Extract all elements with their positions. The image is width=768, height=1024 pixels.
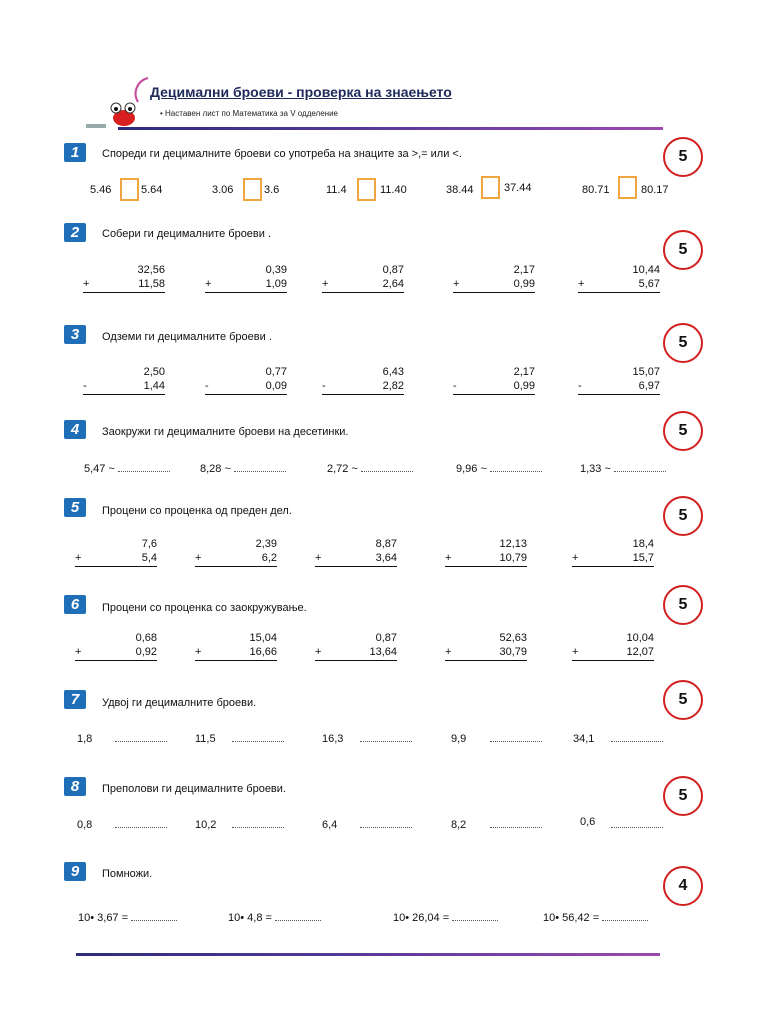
- operator: +: [572, 552, 579, 564]
- answer-blank[interactable]: [234, 471, 286, 472]
- compare-right: 3.6: [264, 184, 280, 196]
- multiply-expr: 10• 26,04 =: [393, 912, 450, 924]
- addend-bottom: 5,4: [141, 552, 157, 564]
- addend-bottom-row: [315, 645, 397, 661]
- multiply-item: [228, 912, 321, 924]
- task-number-4: 4: [64, 420, 86, 439]
- estimate-column: [195, 631, 277, 661]
- addend-bottom: 0,99: [513, 278, 535, 290]
- addend-bottom-row: [322, 277, 404, 293]
- addend-top: 32,56: [137, 264, 165, 276]
- halve-value: 10,2: [195, 819, 217, 831]
- score-circle-7: 5: [663, 680, 703, 720]
- double-item: [77, 733, 92, 745]
- task-number-6: 6: [64, 595, 86, 614]
- addend-bottom: 3,64: [375, 552, 397, 564]
- subtraction-column: [453, 365, 535, 395]
- subtrahend-row: [453, 379, 535, 395]
- halve-value: 6,4: [322, 819, 338, 831]
- addend-bottom-row: [445, 645, 527, 661]
- minuend: 6,43: [382, 366, 404, 378]
- rounding-item: [580, 463, 666, 475]
- subtrahend-row: [322, 379, 404, 395]
- task-instruction-8: Преполови ги децималните броеви.: [102, 783, 286, 795]
- addend-bottom: 13,64: [369, 646, 397, 658]
- addend-bottom-row: [572, 551, 654, 567]
- addend-top: 0,39: [265, 264, 287, 276]
- operator: +: [453, 278, 460, 290]
- addend-bottom: 5,67: [638, 278, 660, 290]
- compare-right: 5.64: [141, 184, 163, 196]
- addend-top: 18,4: [632, 538, 654, 550]
- rounding-expr: 2,72 ~: [327, 463, 358, 475]
- multiply-item: [78, 912, 177, 924]
- addend-top: 2,17: [513, 264, 535, 276]
- answer-blank[interactable]: [611, 819, 663, 831]
- halve-item: [322, 819, 337, 831]
- compare-answer-box[interactable]: [357, 178, 376, 201]
- minuend: 2,50: [143, 366, 165, 378]
- subtrahend-row: [205, 379, 287, 395]
- addend-bottom-row: [578, 277, 660, 293]
- page-subtitle: • Наставен лист по Математика за V одделение: [160, 109, 338, 118]
- double-value: 11,5: [195, 733, 216, 745]
- answer-blank[interactable]: [490, 819, 542, 831]
- compare-answer-box[interactable]: [120, 178, 139, 201]
- addend-bottom: 15,7: [632, 552, 654, 564]
- answer-blank[interactable]: [361, 471, 413, 472]
- answer-blank[interactable]: [131, 920, 177, 921]
- addition-column: [578, 263, 660, 293]
- double-item: [451, 733, 466, 745]
- subtrahend: 0,99: [513, 380, 535, 392]
- score-circle-1: 5: [663, 137, 703, 177]
- operator: +: [572, 646, 579, 658]
- operator: +: [195, 646, 202, 658]
- compare-right: 11.40: [380, 184, 407, 196]
- addend-top: 0,68: [135, 632, 157, 644]
- task-number-7: 7: [64, 690, 86, 709]
- addend-bottom: 11,58: [138, 278, 165, 290]
- addend-bottom-row: [572, 645, 654, 661]
- addend-bottom: 0,92: [135, 646, 157, 658]
- addend-bottom: 16,66: [249, 646, 277, 658]
- double-value: 1,8: [77, 733, 93, 745]
- footer-divider: [76, 953, 660, 956]
- estimate-column: [445, 537, 527, 567]
- rounding-expr: 5,47 ~: [84, 463, 115, 475]
- addend-top: 10,04: [626, 632, 654, 644]
- operator: -: [83, 380, 87, 392]
- task-instruction-3: Одземи ги децималните броеви .: [102, 331, 272, 343]
- header-logo: [84, 72, 154, 134]
- rounding-expr: 9,96 ~: [456, 463, 487, 475]
- minuend: 0,77: [265, 366, 287, 378]
- operator: -: [205, 380, 209, 392]
- answer-blank[interactable]: [490, 471, 542, 472]
- operator: +: [75, 646, 82, 658]
- operator: +: [195, 552, 202, 564]
- score-circle-4: 5: [663, 411, 703, 451]
- operator: +: [445, 552, 452, 564]
- minuend: 2,17: [513, 366, 535, 378]
- halve-item: [77, 819, 92, 831]
- operator: +: [83, 278, 90, 290]
- answer-blank[interactable]: [232, 819, 284, 831]
- addend-top: 2,39: [255, 538, 277, 550]
- compare-answer-box[interactable]: [243, 178, 262, 201]
- task-number-5: 5: [64, 498, 86, 517]
- subtrahend-row: [578, 379, 660, 395]
- score-circle-5: 5: [663, 496, 703, 536]
- task-number-8: 8: [64, 777, 86, 796]
- task-instruction-4: Заокружи ги децималните броеви на десетинки.: [102, 426, 349, 438]
- compare-answer-box[interactable]: [481, 176, 500, 199]
- estimate-column: [75, 537, 157, 567]
- rounding-item: [84, 463, 170, 475]
- addition-column: [205, 263, 287, 293]
- halve-value: 0,6: [580, 816, 596, 828]
- answer-blank[interactable]: [602, 920, 648, 921]
- compare-right: 37.44: [504, 182, 532, 194]
- addition-column: [453, 263, 535, 293]
- task-instruction-2: Собери ги децималните броеви .: [102, 228, 272, 240]
- addend-bottom-row: [445, 551, 527, 567]
- addition-column: [322, 263, 404, 293]
- addend-bottom-row: [83, 277, 165, 293]
- halve-item: [195, 819, 216, 831]
- task-instruction-9: Помножи.: [102, 868, 153, 880]
- addend-bottom: 30,79: [499, 646, 527, 658]
- estimate-column: [572, 631, 654, 661]
- answer-blank[interactable]: [118, 471, 170, 472]
- compare-left: 11.4: [326, 184, 347, 196]
- subtraction-column: [322, 365, 404, 395]
- header-divider: [118, 127, 663, 130]
- operator: +: [578, 278, 585, 290]
- task-instruction-5: Процени со проценка од преден дел.: [102, 505, 292, 517]
- score-circle-3: 5: [663, 323, 703, 363]
- multiply-expr: 10• 56,42 =: [543, 912, 600, 924]
- task-number-2: 2: [64, 223, 86, 242]
- score-circle-6: 5: [663, 585, 703, 625]
- operator: +: [75, 552, 82, 564]
- operator: +: [315, 552, 322, 564]
- operator: +: [315, 646, 322, 658]
- subtrahend-row: [83, 379, 165, 395]
- addend-top: 0,87: [382, 264, 404, 276]
- double-value: 9,9: [451, 733, 467, 745]
- addition-column: [83, 263, 165, 293]
- task-number-3: 3: [64, 325, 86, 344]
- answer-blank[interactable]: [614, 471, 666, 472]
- double-item: [195, 733, 216, 745]
- answer-blank[interactable]: [611, 733, 663, 745]
- estimate-column: [75, 631, 157, 661]
- double-item: [573, 733, 594, 745]
- task-number-1: 1: [64, 143, 86, 162]
- halve-item: [451, 819, 466, 831]
- addend-bottom: 6,2: [261, 552, 277, 564]
- page-title: Децимални броеви - проверка на знаењето: [150, 84, 452, 100]
- halve-value: 0,8: [77, 819, 93, 831]
- addend-top: 12,13: [499, 538, 527, 550]
- estimate-column: [572, 537, 654, 567]
- minuend: 15,07: [632, 366, 660, 378]
- estimate-column: [315, 631, 397, 661]
- subtrahend: 2,82: [382, 380, 404, 392]
- rounding-item: [327, 463, 413, 475]
- operator: -: [322, 380, 326, 392]
- answer-blank[interactable]: [360, 733, 412, 745]
- multiply-expr: 10• 4,8 =: [228, 912, 272, 924]
- subtrahend: 1,44: [143, 380, 165, 392]
- compare-left: 38.44: [446, 184, 474, 196]
- score-circle-8: 5: [663, 776, 703, 816]
- double-item: [322, 733, 343, 745]
- task-number-9: 9: [64, 862, 86, 881]
- task-instruction-6: Процени со проценка со заокружување.: [102, 602, 307, 614]
- addend-bottom-row: [315, 551, 397, 567]
- answer-blank[interactable]: [360, 819, 412, 831]
- multiply-item: [393, 912, 498, 924]
- addend-bottom-row: [205, 277, 287, 293]
- operator: +: [205, 278, 212, 290]
- addend-top: 7,6: [141, 538, 157, 550]
- answer-blank[interactable]: [452, 920, 498, 921]
- halve-value: 8,2: [451, 819, 467, 831]
- subtraction-column: [205, 365, 287, 395]
- addend-bottom-row: [195, 551, 277, 567]
- multiply-expr: 10• 3,67 =: [78, 912, 129, 924]
- addend-bottom: 1,09: [265, 278, 287, 290]
- estimate-column: [445, 631, 527, 661]
- score-circle-2: 5: [663, 230, 703, 270]
- addend-bottom: 12,07: [626, 646, 654, 658]
- addend-top: 0,87: [375, 632, 397, 644]
- compare-right: 80.17: [641, 184, 669, 196]
- compare-left: 80.71: [582, 184, 610, 196]
- double-value: 34,1: [573, 733, 595, 745]
- task-instruction-7: Удвој ги децималните броеви.: [102, 697, 257, 709]
- answer-blank[interactable]: [490, 733, 542, 745]
- estimate-column: [315, 537, 397, 567]
- rounding-item: [456, 463, 542, 475]
- answer-blank[interactable]: [232, 733, 284, 745]
- task-instruction-1: Спореди ги децималните броеви со употреба на знаците за >,= или <.: [102, 148, 462, 160]
- subtrahend: 0,09: [265, 380, 287, 392]
- subtraction-column: [578, 365, 660, 395]
- score-circle-9: 4: [663, 866, 703, 906]
- compare-left: 3.06: [212, 184, 234, 196]
- addend-top: 15,04: [249, 632, 277, 644]
- halve-item: [580, 816, 595, 828]
- addend-top: 52,63: [499, 632, 527, 644]
- addend-bottom-row: [75, 645, 157, 661]
- answer-blank[interactable]: [115, 819, 167, 831]
- addend-top: 10,44: [632, 264, 660, 276]
- rounding-item: [200, 463, 286, 475]
- addend-bottom: 2,64: [382, 278, 404, 290]
- double-value: 16,3: [322, 733, 344, 745]
- answer-blank[interactable]: [115, 733, 167, 745]
- operator: +: [445, 646, 452, 658]
- rounding-expr: 8,28 ~: [200, 463, 231, 475]
- operator: -: [453, 380, 457, 392]
- multiply-item: [543, 912, 648, 924]
- subtraction-column: [83, 365, 165, 395]
- subtrahend: 6,97: [638, 380, 660, 392]
- addend-bottom-row: [453, 277, 535, 293]
- operator: -: [578, 380, 582, 392]
- addend-top: 8,87: [375, 538, 397, 550]
- rounding-expr: 1,33 ~: [580, 463, 611, 475]
- addend-bottom-row: [195, 645, 277, 661]
- operator: +: [322, 278, 329, 290]
- compare-answer-box[interactable]: [618, 176, 637, 199]
- addend-bottom: 10,79: [499, 552, 527, 564]
- compare-left: 5.46: [90, 184, 112, 196]
- estimate-column: [195, 537, 277, 567]
- answer-blank[interactable]: [275, 920, 321, 921]
- addend-bottom-row: [75, 551, 157, 567]
